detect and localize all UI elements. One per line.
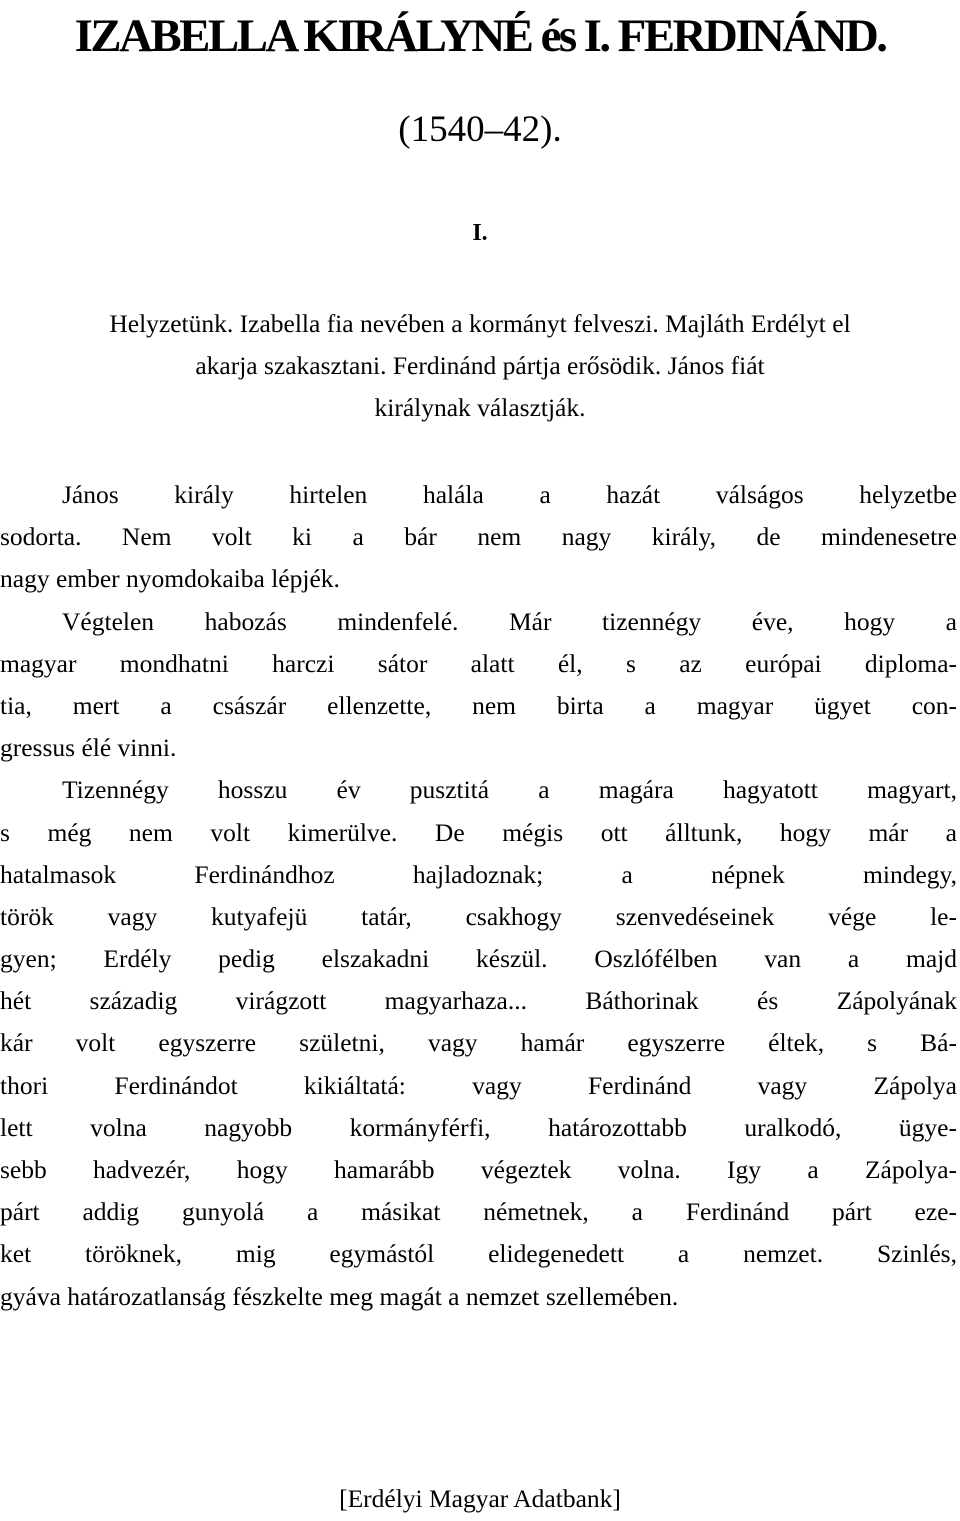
- text-line: ket töröknek, mig egymástól elidegenedett a nemzet. Szinlés,: [0, 1239, 957, 1269]
- text-line: gyen; Erdély pedig elszakadni készül. Oszlófélben van a majd: [0, 944, 957, 974]
- text-line: sodorta. Nem volt ki a bár nem nagy király, de mindenesetre: [0, 522, 957, 552]
- text-line: thori Ferdinándot kikiáltatá: vagy Ferdinánd vagy Zápolya: [0, 1070, 957, 1100]
- body-text: [0, 474, 957, 1318]
- text-line: gyáva határozatlanság fészkelte meg magát a nemzet szellemében.: [0, 1281, 679, 1311]
- text-line: párt addig gunyolá a másikat németnek, a Ferdinánd párt eze-: [0, 1197, 957, 1227]
- text-line: János király hirtelen halála a hazát válságos helyzetbe: [62, 480, 957, 509]
- document-subtitle: (1540–42).: [398, 109, 562, 150]
- text-line: török vagy kutyafejü tatár, csakhogy szenvedéseinek vége le-: [0, 901, 957, 931]
- chapter-summary: [0, 303, 960, 429]
- text-line: gressus élé vinni.: [0, 733, 177, 763]
- text-line: tia, mert a császár ellenzette, nem birta a magyar ügyet con-: [0, 690, 957, 720]
- text-line: kár volt egyszerre születni, vagy hamár egyszerre éltek, s Bá-: [0, 1028, 957, 1058]
- text-line: sebb hadvezér, hogy hamarább végeztek volna. Igy a Zápolya-: [0, 1155, 957, 1184]
- document-title: IZABELLA KIRÁLYNÉ és I. FERDINÁND.: [74, 10, 886, 62]
- paragraph: [0, 474, 957, 601]
- text-line: lett volna nagyobb kormányférfi, határozottabb uralkodó, ügye-: [0, 1112, 957, 1142]
- summary-line: akarja szakasztani. Ferdinánd pártja erősödik. János fiát: [195, 351, 765, 380]
- paragraph: [0, 601, 957, 770]
- text-line: s még nem volt kimerülve. De mégis ott álltunk, hogy már a: [0, 817, 957, 847]
- text-line: nagy ember nyomdokaiba lépjék.: [0, 564, 340, 594]
- text-line: magyar mondhatni harczi sátor alatt él, s az európai diploma-: [0, 648, 957, 678]
- source-footer: [Erdélyi Magyar Adatbank]: [339, 1484, 621, 1513]
- text-line: hét századig virágzott magyarhaza... Báthorinak és Zápolyának: [0, 986, 957, 1016]
- text-line: Tizennégy hosszu év pusztitá a magára hagyatott magyart,: [62, 775, 957, 805]
- text-line: Végtelen habozás mindenfelé. Már tizennégy éve, hogy a: [62, 606, 957, 636]
- summary-line: Helyzetünk. Izabella fia nevében a kormányt felveszi. Majláth Erdélyt el: [109, 309, 851, 338]
- paragraph: [0, 769, 957, 1317]
- text-line: hatalmasok Ferdinándhoz hajladoznak; a népnek mindegy,: [0, 859, 957, 889]
- chapter-heading: I.: [472, 220, 488, 246]
- summary-line: királynak választják.: [374, 393, 586, 422]
